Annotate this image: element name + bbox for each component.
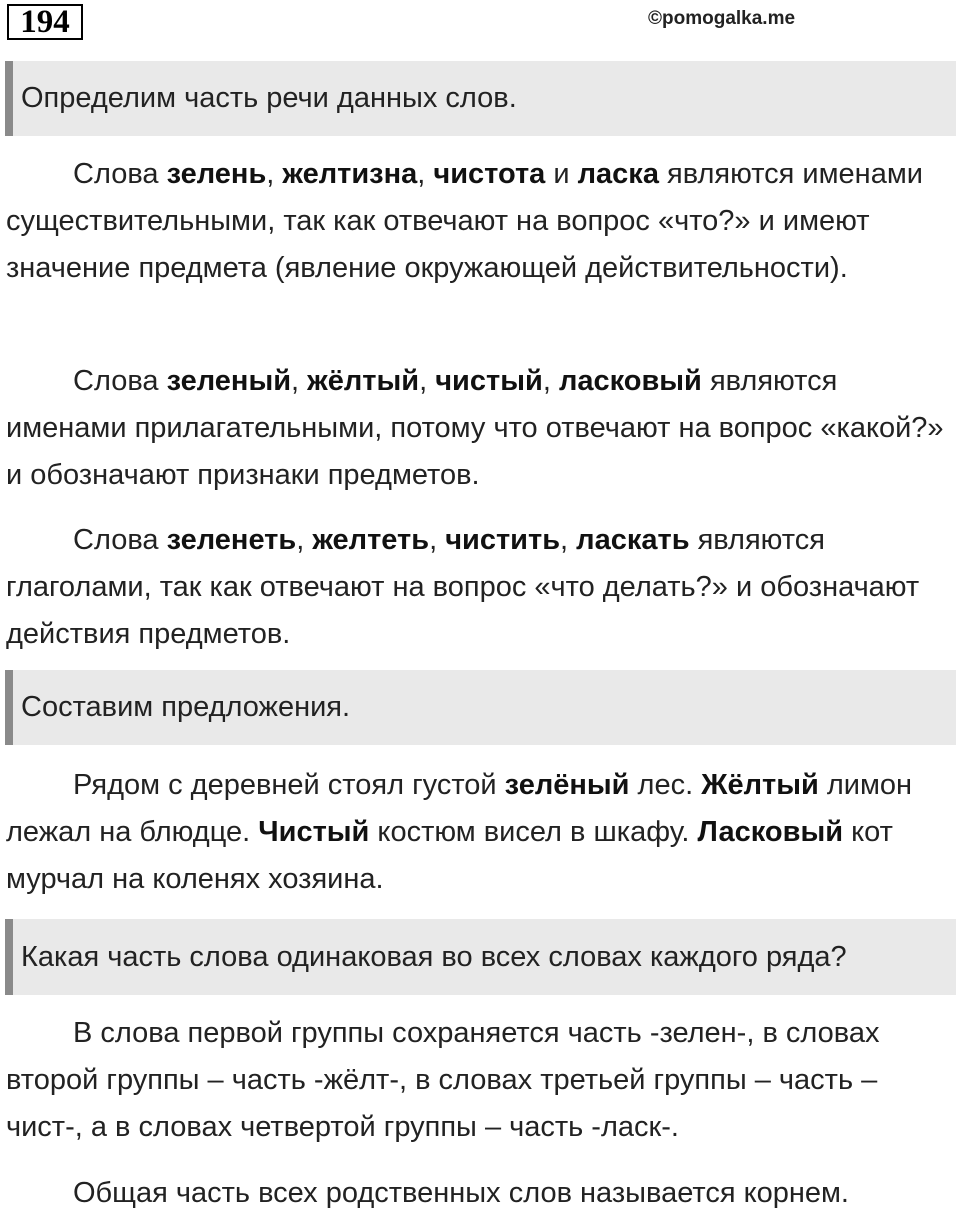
text-run: Слова xyxy=(73,365,167,397)
text-run: лимон лежал на блюдце. xyxy=(6,769,913,848)
paragraph xyxy=(6,358,950,499)
task-number-box: 194 xyxy=(7,4,83,40)
text-run: , xyxy=(417,158,434,190)
text-run: и xyxy=(545,158,578,190)
text-run: кот мурчал на коленях хозяина. xyxy=(6,816,893,895)
bold-word: желтизна xyxy=(282,158,418,190)
bold-word: ласкать xyxy=(576,524,690,556)
paragraph xyxy=(6,762,950,903)
section-heading: Составим предложения. xyxy=(5,670,956,745)
text-run: , xyxy=(266,158,283,190)
text-run: Рядом с деревней стоял густой xyxy=(73,769,505,801)
section-heading: Какая часть слова одинаковая во всех словах каждого ряда? xyxy=(5,919,956,995)
text-run: В слова первой группы сохраняется часть -зелен-, в словах второй группы – часть -жёлт-, в словах третьей группы – часть – чист-, а в словах четвертой группы – часть -ласк-. xyxy=(6,1017,880,1143)
text-run: являются глаголами, так как отвечают на вопрос «что делать?» и обозначают действия предметов. xyxy=(6,524,920,650)
paragraph xyxy=(6,517,950,658)
paragraph xyxy=(6,151,950,292)
bold-word: зеленеть xyxy=(166,524,297,556)
bold-word: жёлтый xyxy=(307,365,420,397)
text-run: являются именами прилагательными, потому что отвечают на вопрос «какой?» и обозначают признаки предметов. xyxy=(6,365,944,491)
bold-word: зелёный xyxy=(504,769,630,801)
text-run: , xyxy=(419,365,436,397)
text-run: Слова xyxy=(73,524,167,556)
text-run: , xyxy=(291,365,308,397)
text-run: Слова xyxy=(73,158,167,190)
bold-word: чистый xyxy=(435,365,543,397)
bold-word: зеленый xyxy=(166,365,292,397)
bold-word: чистить xyxy=(445,524,561,556)
text-run: Общая часть всех родственных слов называется корнем. xyxy=(73,1177,849,1209)
watermark: ©pomogalka.me xyxy=(648,8,796,29)
bold-word: Чистый xyxy=(258,816,370,848)
paragraph xyxy=(6,1010,950,1151)
section-heading: Определим часть речи данных слов. xyxy=(5,61,956,136)
bold-word: чистота xyxy=(433,158,546,190)
paragraph xyxy=(6,1170,950,1217)
bold-word: желтеть xyxy=(312,524,430,556)
text-run: , xyxy=(429,524,446,556)
text-run: , xyxy=(542,365,559,397)
text-run: , xyxy=(296,524,313,556)
text-run: лес. xyxy=(629,769,702,801)
bold-word: ласковый xyxy=(558,365,702,397)
bold-word: Жёлтый xyxy=(701,769,819,801)
text-run: , xyxy=(560,524,577,556)
bold-word: зелень xyxy=(166,158,267,190)
text-run: являются именами существительными, так как отвечают на вопрос «что?» и имеют значение предмета (явление окружающей действительности). xyxy=(6,158,923,284)
bold-word: Ласковый xyxy=(697,816,844,848)
text-run: костюм висел в шкафу. xyxy=(369,816,698,848)
bold-word: ласка xyxy=(577,158,659,190)
